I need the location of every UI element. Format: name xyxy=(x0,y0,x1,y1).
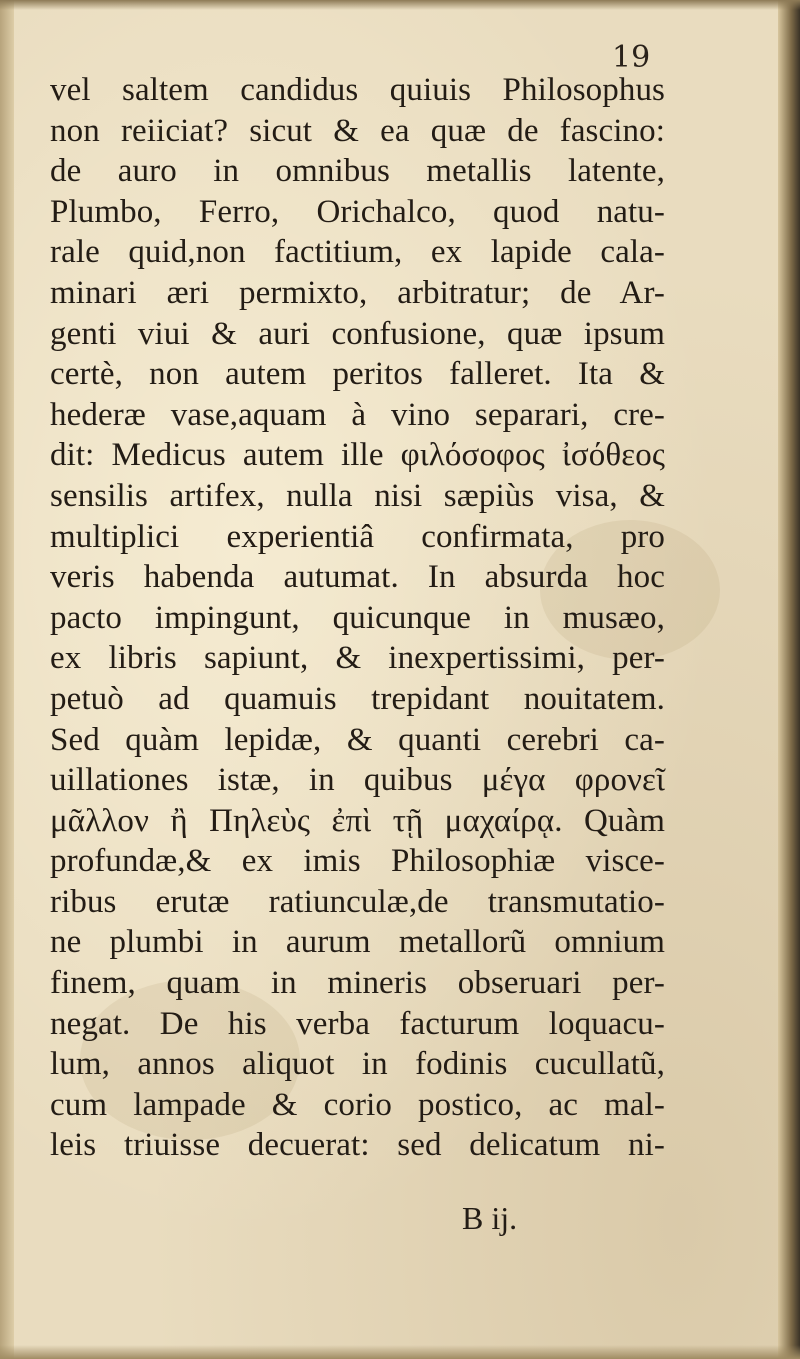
text-line: ribus erutæ ratiunculæ,de transmutatio- xyxy=(50,883,665,920)
text-line: leis triuisse decuerat: sed delicatum ni- xyxy=(50,1127,665,1164)
text-line: uillationes istæ, in quibus μέγα φρονεῖ xyxy=(50,762,665,799)
page-bottom-edge xyxy=(0,1345,800,1359)
text-line: multiplici experientiâ confirmata, pro xyxy=(50,518,665,555)
text-line: ex libris sapiunt, & inexpertissimi, per- xyxy=(50,640,665,677)
text-line: genti viui & auri confusione, quæ ipsum xyxy=(50,315,665,352)
text-line: de auro in omnibus metallis latente, xyxy=(50,153,665,190)
text-line: Sed quàm lepidæ, & quanti cerebri ca- xyxy=(50,721,665,758)
text-line: Plumbo, Ferro, Orichalco, quod natu- xyxy=(50,193,665,230)
text-line: μᾶλλον ἢ Πηλεὺς ἐπὶ τῇ μαχαίρᾳ. Quàm xyxy=(50,802,665,839)
text-line: negat. De his verba facturum loquacu- xyxy=(50,1005,665,1042)
text-line: dit: Medicus autem ille φιλόσοφος ἰσόθεος xyxy=(50,437,665,474)
page-number: 19 xyxy=(612,40,651,75)
text-line: petuò ad quamuis trepidant nouitatem. xyxy=(50,680,665,717)
text-line: pacto impingunt, quicunque in musæo, xyxy=(50,599,665,636)
page-top-edge xyxy=(0,0,800,10)
text-line: cum lampade & corio postico, ac mal- xyxy=(50,1086,665,1123)
text-line: minari æri permixto, arbitratur; de Ar- xyxy=(50,274,665,311)
text-line: certè, non autem peritos falleret. Ita & xyxy=(50,356,665,393)
text-line: ne plumbi in aurum metallorũ omnium xyxy=(50,924,665,961)
text-line: lum, annos aliquot in fodinis cucullatũ, xyxy=(50,1046,665,1083)
text-line: veris habenda autumat. In absurda hoc xyxy=(50,559,665,596)
signature-mark: B ij. xyxy=(462,1200,518,1236)
page-body-text xyxy=(50,70,665,1166)
text-line: rale quid,non factitium, ex lapide cala- xyxy=(50,234,665,271)
text-line: sensilis artifex, nulla nisi sæpiùs visa, & xyxy=(50,477,665,514)
page-left-edge xyxy=(0,0,14,1359)
text-line: finem, quam in mineris obseruari per- xyxy=(50,965,665,1002)
text-line: hederæ vase,aquam à vino separari, cre- xyxy=(50,396,665,433)
page-gutter-shadow xyxy=(778,0,800,1359)
text-line: vel saltem candidus quiuis Philosophus xyxy=(50,72,665,108)
text-line: profundæ,& ex imis Philosophiæ visce- xyxy=(50,843,665,880)
text-line: non reiiciat? sicut & ea quæ de fascino: xyxy=(50,112,665,149)
